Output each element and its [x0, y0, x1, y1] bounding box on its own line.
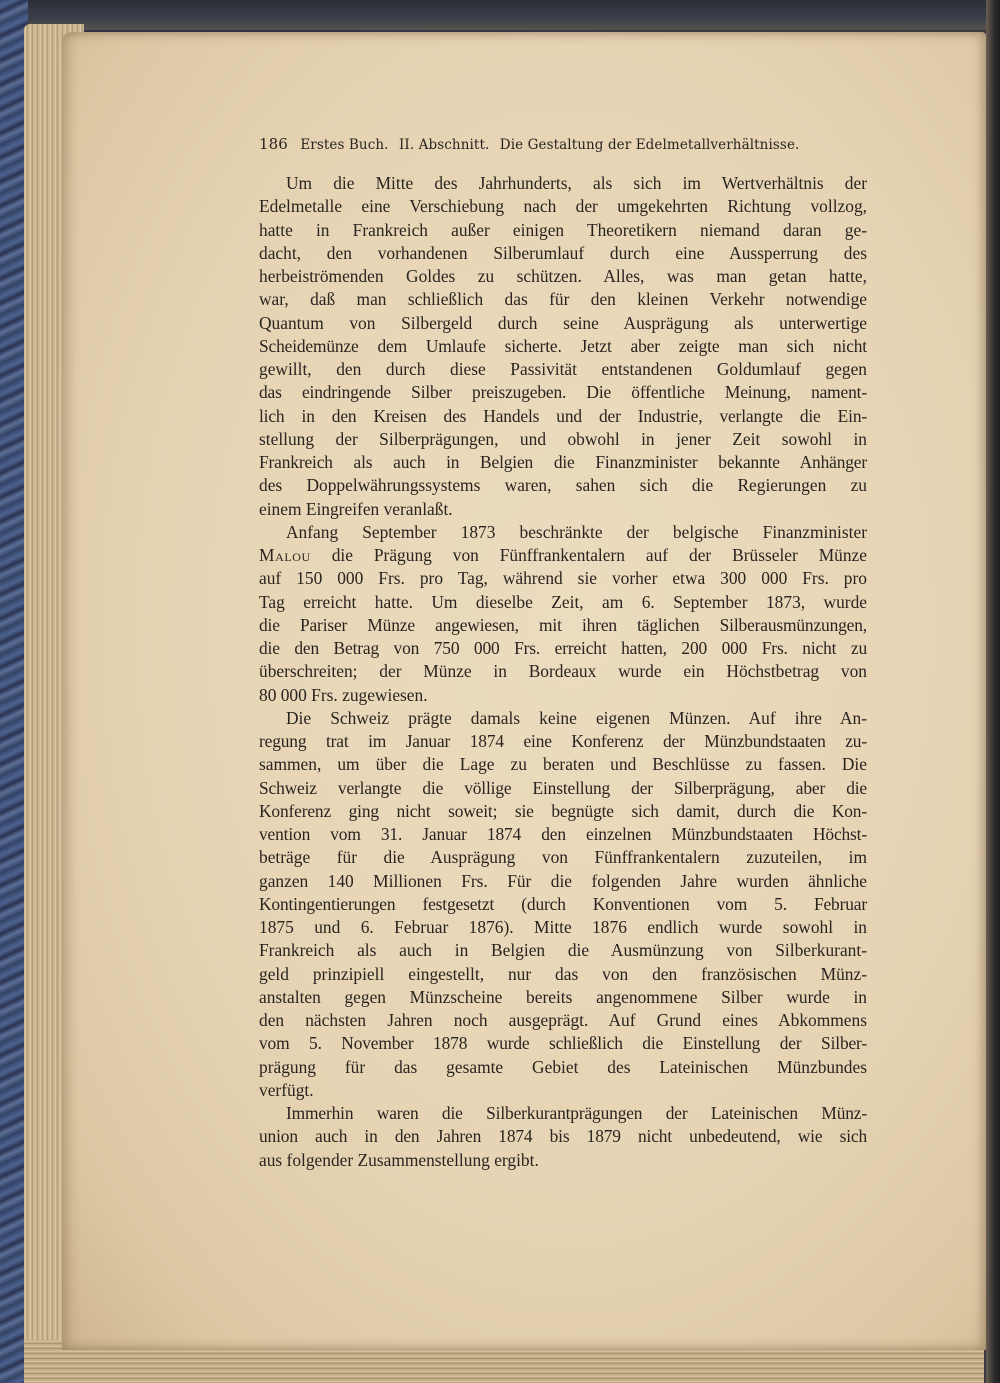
text-line: einem Eingreifen veranlaßt. — [259, 498, 453, 519]
text-line: überschreiten; der Münze in Bordeaux wurde ein Höchstbetrag von — [259, 661, 867, 682]
book-cover-top — [0, 0, 1000, 30]
text-line: Frankreich als auch in Belgien die Finanzminister bekannte Anhänger — [259, 452, 867, 472]
text-line-with-name — [259, 544, 867, 567]
text-line: die den Betrag von 750 000 Frs. erreicht hatten, 200 000 Frs. nicht zu — [259, 638, 867, 658]
text-line: anstalten gegen Münzscheine bereits angenommene Silber wurde in — [259, 986, 867, 1007]
text-line: Scheidemünze dem Umlaufe sicherte. Jetzt aber zeigte man sich nicht — [259, 335, 867, 356]
text-line: herbeiströmenden Goldes zu schützen. Alles, was man getan hatte, — [259, 266, 867, 286]
text-line: verfügt. — [259, 1079, 314, 1100]
text-line: union auch in den Jahren 1874 bis 1879 nicht unbedeutend, wie sich — [259, 1126, 867, 1147]
header-book: Erstes Buch. — [300, 137, 389, 153]
text-line: Kontingentierungen festgesetzt (durch Konventionen vom 5. Februar — [259, 893, 867, 914]
text-line: 80 000 Frs. zugewiesen. — [259, 684, 428, 705]
text-line: dacht, den vorhandenen Silberumlauf durch eine Aussperrung des — [259, 242, 867, 263]
page-number: 186 — [259, 135, 288, 153]
text-line: ganzen 140 Millionen Frs. Für die folgenden Jahre wurden ähnliche — [259, 870, 867, 891]
text-line: das eindringende Silber preiszugeben. Die öffentliche Meinung, nament- — [259, 382, 867, 403]
text-line: Immerhin waren die Silberkurantprägungen der Lateinischen Münz- — [286, 1103, 867, 1123]
header-section: II. Abschnitt. — [398, 137, 490, 153]
text-line: gewillt, den durch diese Passivität entstandenen Goldumlauf gegen — [259, 359, 867, 379]
text-line: geld prinzipiell eingestellt, nur das von den französischen Münz- — [259, 963, 867, 984]
text-line: auf 150 000 Frs. pro Tag, während sie vorher etwa 300 000 Frs. pro — [259, 568, 867, 589]
text-line: Edelmetalle eine Verschiebung nach der umgekehrten Richtung vollzog, — [259, 196, 867, 217]
text-line: stellung der Silberprägungen, und obwohl in jener Zeit sowohl in — [259, 428, 867, 449]
text-line: Konferenz ging nicht soweit; sie begnügte sich damit, durch die Kon- — [259, 800, 867, 821]
person-name: Malou — [259, 545, 311, 565]
text-line: aus folgender Zusammenstellung ergibt. — [259, 1149, 539, 1170]
text-line: war, daß man schließlich das für den kleinen Verkehr notwendige — [259, 289, 867, 310]
text-line: die Pariser Münze angewiesen, mit ihren täglichen Silberausmünzungen, — [259, 614, 867, 635]
text-line: regung trat im Januar 1874 eine Konferenz der Münzbundstaaten zu- — [259, 731, 867, 751]
text-line: 1875 und 6. Februar 1876). Mitte 1876 endlich wurde sowohl in — [259, 917, 867, 937]
text-fragment: die Prägung von Fünffrankentalern auf der Brüsseler Münze — [331, 545, 867, 565]
text-line: Um die Mitte des Jahrhunderts, als sich im Wertverhältnis der — [286, 173, 867, 193]
text-line: Anfang September 1873 beschränkte der belgische Finanzminister — [286, 521, 867, 542]
text-line: lich in den Kreisen des Handels und der Industrie, verlangte die Ein- — [259, 405, 867, 426]
text-line: Frankreich als auch in Belgien die Ausmünzung von Silberkurant- — [259, 940, 867, 961]
text-line: beträge für die Ausprägung von Fünffrankentalern zuzuteilen, im — [259, 847, 867, 868]
text-line: vom 5. November 1878 wurde schließlich die Einstellung der Silber- — [259, 1033, 867, 1054]
text-line: vention vom 31. Januar 1874 den einzelnen Münzbundstaaten Höchst- — [259, 824, 867, 844]
text-line: Die Schweiz prägte damals keine eigenen Münzen. Auf ihre An- — [286, 707, 867, 728]
running-header — [259, 135, 859, 153]
text-line: des Doppelwährungssystems waren, sahen sich die Regierungen zu — [259, 475, 867, 496]
text-line: Tag erreicht hatte. Um dieselbe Zeit, am 6. September 1873, wurde — [259, 591, 867, 612]
text-line: hatte in Frankreich außer einigen Theoretikern niemand daran ge- — [259, 219, 867, 240]
book-gutter — [986, 0, 1000, 1383]
text-line: Schweiz verlangte die völlige Einstellung der Silberprägung, aber die — [259, 777, 867, 798]
body-text — [259, 172, 867, 1172]
text-line: prägung für das gesamte Gebiet des Lateinischen Münzbundes — [259, 1056, 867, 1077]
text-line: sammen, um über die Lage zu beraten und Beschlüsse zu fassen. Die — [259, 754, 867, 775]
header-title: Die Gestaltung der Edelmetallverhältnisse. — [499, 137, 800, 153]
text-line: Quantum von Silbergeld durch seine Ausprägung als unterwertige — [259, 312, 867, 333]
text-line: den nächsten Jahren noch ausgeprägt. Auf Grund eines Abkommens — [259, 1010, 867, 1030]
